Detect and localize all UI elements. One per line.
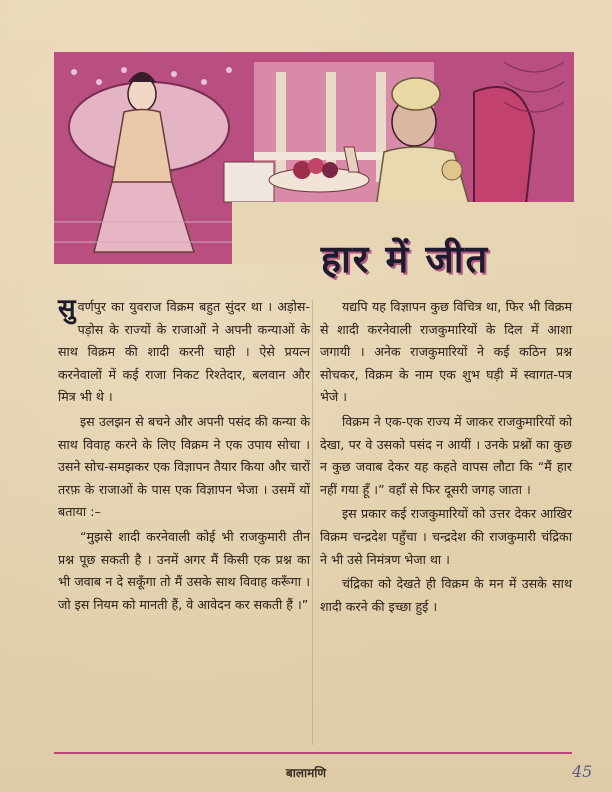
magazine-name: बालामणि <box>285 766 327 780</box>
paragraph <box>58 296 310 409</box>
bottom-rule <box>54 752 572 754</box>
paragraph: इस उलझन से बचने और अपनी पसंद की कन्या के साथ विवाह करने के लिए विक्रम ने एक उपाय सोचा । उसने सोच-समझकर एक विज्ञापन तैयार किया और चारों तरफ़ के राजाओं के पास एक विज्ञापन भेजा । उसमें यों बताया :– <box>58 413 310 520</box>
paragraph: “मुझसे शादी करनेवाली कोई भी राजकुमारी तीन प्रश्न पूछ सकती है । उनमें अगर मैं किसी एक प्रश्न का भी जवाब न दे सकूँगा तो मैं उसके साथ विवाह करूँगा । जो इस नियम को मानती हैं, वे आवेदन कर सकती हैं ।” <box>58 528 310 612</box>
dropcap: सु <box>58 294 76 324</box>
paragraph-text: वर्णपुर का युवराज विक्रम बहुत सुंदर था । अड़ोस-पड़ोस के राज्यों के राजाओं ने अपनी कन्याओं के साथ विक्रम की शादी करनी चाही । ऐसे प्रयत्न करनेवालों में कई राजा निकट रिश्तेदार, बलवान और मित्र भी थे । <box>58 299 310 405</box>
column-divider <box>312 300 313 745</box>
paragraph: यद्यपि यह विज्ञापन कुछ विचित्र था, फिर भी विक्रम से शादी करनेवाली राजकुमारियों के दिल में आशा जगायी । अनेक राजकुमारियों ने कई कठिन प्रश्न सोचकर, विक्रम के नाम एक शुभ घड़ी में स्वागत-पत्र भेजे । <box>320 299 572 405</box>
story-title: हार में जीत <box>320 237 490 281</box>
right-column <box>320 296 572 620</box>
paragraph: चंद्रिका को देखते ही विक्रम के मन में उसके साथ शादी करने की इच्छा हुई । <box>320 576 572 614</box>
paragraph: इस प्रकार कई राजकुमारियों को उत्तर देकर आखिर विक्रम चन्द्रदेश पहुँचा । चन्द्रदेश की राजकुमारी चंद्रिका ने भी उसे निमंत्रण भेजा था । <box>320 506 572 567</box>
paragraph: विक्रम ने एक-एक राज्य में जाकर राजकुमारियों को देखा, पर वे उसको पसंद न आयीं । उनके प्रश्नों का कुछ न कुछ जवाब देकर यह कहते वापस लौटा कि “मैं हार नहीं गया हूँ ।” वहाँ से फिर दूसरी जगह जाता । <box>320 413 572 497</box>
page-number: 45 <box>572 762 593 781</box>
left-column <box>58 296 310 618</box>
